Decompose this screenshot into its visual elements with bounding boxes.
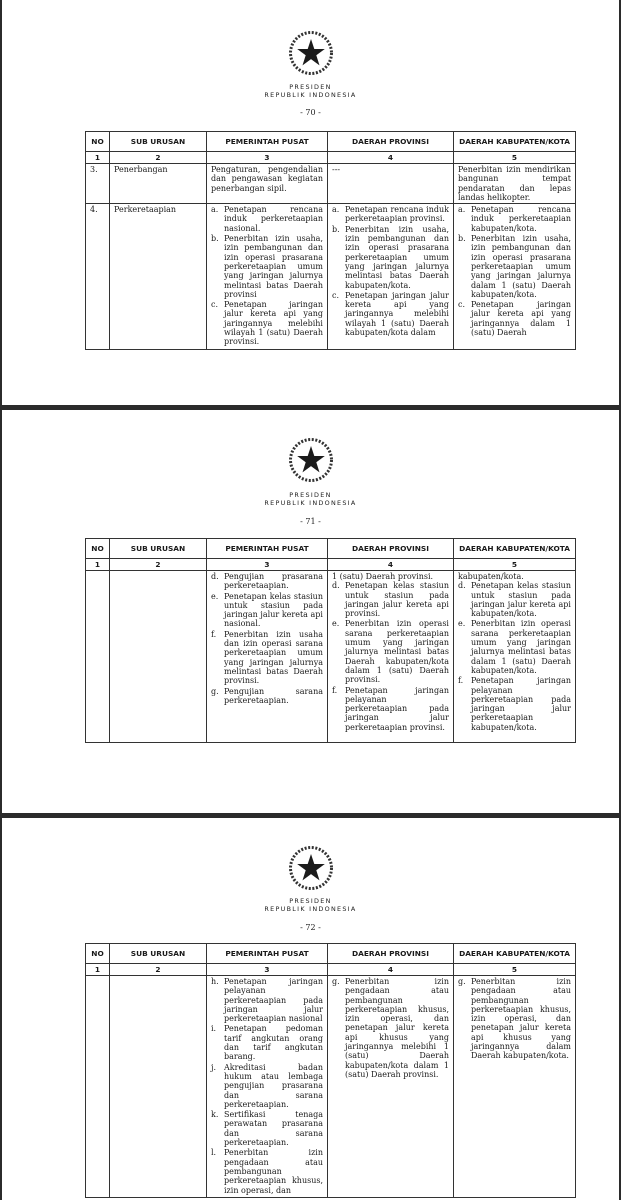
daerah-kabupaten-kota-cell — [454, 204, 576, 349]
regulation-table — [85, 943, 576, 1198]
item-text: Penetapan jaringan pelayanan perkeretaapian pada jaringan jalur perkeretaapian nasional — [224, 977, 323, 1024]
item-letter: d. — [211, 572, 219, 581]
row-number — [86, 976, 110, 1198]
caption-line-1: PRESIDEN — [289, 897, 332, 905]
column-number: 1 — [86, 559, 110, 571]
item-letter: f. — [458, 676, 464, 686]
item-letter: g. — [211, 686, 219, 696]
item-text: Penetapan jaringan pelayanan perkeretaapian pada jaringan jalur perkeretaapian provinsi. — [345, 685, 449, 732]
item-letter: c. — [211, 300, 219, 310]
caption-line-2: REPUBLIK INDONESIA — [264, 904, 357, 913]
daerah-provinsi-cell — [328, 976, 454, 1198]
daerah-kabupaten-kota-cell — [454, 164, 576, 204]
document-page-70 — [2, 0, 619, 405]
item-letter: e. — [211, 591, 219, 601]
column-number: 3 — [207, 964, 328, 976]
item-letter: c. — [332, 290, 340, 300]
item-text: Penetapan jaringan jalur kereta api yang jaringannya dalam 1 (satu) Daerah — [471, 300, 571, 338]
item-text: Penetapan jaringan jalur kereta api yang jaringannya melebihi wilayah 1 (satu) Daerah provinsi. — [224, 300, 323, 347]
item-letter: a. — [458, 205, 466, 215]
sub-urusan-cell: Penerbangan — [110, 164, 207, 204]
regulation-table — [85, 538, 576, 743]
daerah-kabupaten-kota-cell — [454, 571, 576, 743]
caption-line-2: REPUBLIK INDONESIA — [264, 498, 357, 507]
list-item — [332, 205, 449, 224]
header-pemerintah-pusat: PEMERINTAH PUSAT — [207, 132, 328, 152]
item-letter: k. — [211, 1110, 219, 1120]
list-item — [458, 300, 571, 337]
item-letter: f. — [332, 685, 338, 695]
list-item — [458, 676, 571, 732]
item-list — [458, 581, 571, 732]
item-text: Penetapan kelas stasiun untuk stasiun pada jaringan jalur kereta api kabupaten/kota. — [471, 581, 571, 619]
pemerintah-pusat-cell — [207, 204, 328, 349]
row-number: 3. — [86, 164, 110, 204]
header-sub-urusan: SUB URUSAN — [110, 539, 207, 559]
document-page-72 — [2, 818, 619, 1200]
item-text: Penetapan pedoman tarif angkutan orang dan tarif angkutan barang. — [224, 1024, 323, 1062]
column-number: 5 — [454, 152, 576, 164]
list-item — [458, 205, 571, 233]
list-item — [332, 686, 449, 732]
list-item — [211, 1024, 323, 1061]
item-text: Penetapan jaringan pelayanan perkeretaapian pada jaringan jalur perkeretaapian kabupaten/kota. — [471, 676, 571, 732]
item-text: Sertifikasi tenaga perawatan prasarana dan sarana perkeretaapian. — [224, 1110, 323, 1148]
item-letter: e. — [332, 619, 340, 629]
sub-urusan-cell — [110, 571, 207, 743]
table-row — [86, 204, 576, 349]
list-item — [211, 687, 323, 706]
item-letter: h. — [211, 977, 219, 986]
list-item — [458, 619, 571, 675]
item-text: Penetapan rencana induk perkeretaapian kabupaten/kota. — [471, 205, 571, 233]
table-row — [86, 976, 576, 1198]
list-item — [211, 300, 323, 346]
item-letter: b. — [332, 224, 340, 234]
item-text: Pengujian prasarana perkeretaapian. — [224, 572, 323, 591]
list-item — [211, 572, 323, 591]
document-page-71 — [2, 410, 619, 813]
item-text: Penerbitan izin operasi sarana perkeretaapian umum yang jaringan jalurnya melintasi batas dalam 1 (satu) Daerah kabupaten/kota. — [471, 619, 571, 675]
caption-line-1: PRESIDEN — [289, 83, 332, 91]
item-letter: c. — [458, 300, 466, 310]
row-number: 4. — [86, 204, 110, 349]
header-daerah-provinsi: DAERAH PROVINSI — [328, 944, 454, 964]
list-item — [458, 977, 571, 1061]
item-letter: d. — [458, 581, 466, 591]
page-number: - 71 - — [300, 517, 321, 526]
list-item — [332, 225, 449, 290]
cell-text: Penerbitan izin mendirikan bangunan tempat pendaratan dan lepas landas helikopter. — [458, 165, 571, 202]
table-row — [86, 571, 576, 743]
garuda-star-emblem-icon — [286, 28, 336, 78]
item-text: Penetapan kelas stasiun untuk stasiun pada jaringan jalur kereta api provinsi. — [345, 581, 449, 619]
header-no: NO — [86, 944, 110, 964]
item-letter: d. — [332, 581, 340, 591]
column-number: 1 — [86, 964, 110, 976]
column-number: 3 — [207, 559, 328, 571]
header-daerah-kabupaten-kota: DAERAH KABUPATEN/KOTA — [454, 944, 576, 964]
header-no: NO — [86, 539, 110, 559]
daerah-provinsi-cell — [328, 164, 454, 204]
continued-text: 1 (satu) Daerah provinsi. — [332, 572, 434, 581]
list-item — [458, 581, 571, 618]
emblem-caption — [2, 492, 619, 507]
header-daerah-kabupaten-kota: DAERAH KABUPATEN/KOTA — [454, 539, 576, 559]
list-item — [211, 1110, 323, 1147]
pemerintah-pusat-cell — [207, 164, 328, 204]
column-number: 5 — [454, 964, 576, 976]
column-number: 2 — [110, 152, 207, 164]
header-sub-urusan: SUB URUSAN — [110, 944, 207, 964]
daerah-kabupaten-kota-cell — [454, 976, 576, 1198]
header-daerah-provinsi: DAERAH PROVINSI — [328, 539, 454, 559]
cell-text: Pengaturan, pengendalian dan pengawasan kegiatan penerbangan sipil. — [211, 165, 323, 193]
pemerintah-pusat-cell — [207, 571, 328, 743]
item-text: Penerbitan izin pengadaan atau pembangunan perkeretaapian khusus, izin operasi, dan — [224, 1148, 323, 1195]
row-number — [86, 571, 110, 743]
item-list — [332, 581, 449, 732]
pemerintah-pusat-cell — [207, 976, 328, 1198]
item-letter: a. — [332, 205, 340, 215]
list-item — [211, 1148, 323, 1194]
column-number: 3 — [207, 152, 328, 164]
regulation-table — [85, 131, 576, 350]
list-item — [211, 630, 323, 686]
list-item — [458, 234, 571, 299]
list-item — [332, 619, 449, 684]
garuda-star-emblem-icon — [286, 843, 336, 893]
list-item — [211, 1063, 323, 1109]
daerah-provinsi-cell — [328, 571, 454, 743]
header-pemerintah-pusat: PEMERINTAH PUSAT — [207, 944, 328, 964]
list-item — [211, 977, 323, 1023]
continued-text: kabupaten/kota. — [458, 572, 524, 581]
list-item — [332, 291, 449, 337]
item-text: Pengujian sarana perkeretaapian. — [224, 686, 323, 705]
item-letter: j. — [211, 1062, 217, 1072]
item-letter: g. — [332, 977, 340, 986]
item-text: Penerbitan izin usaha dan izin operasi sarana perkeretaapian umum yang jaringan jalurnya melintasi batas Daerah provinsi. — [224, 629, 323, 686]
item-text: Penetapan rencana induk perkeretaapian provinsi. — [345, 205, 449, 224]
sub-urusan-cell: Perkeretaapian — [110, 204, 207, 349]
item-letter: e. — [458, 619, 466, 629]
list-item — [332, 977, 449, 1079]
item-letter: b. — [211, 234, 219, 244]
item-text: Penetapan rencana induk perkeretaapian nasional. — [224, 205, 323, 233]
daerah-provinsi-cell — [328, 204, 454, 349]
column-number: 2 — [110, 964, 207, 976]
item-text: Penerbitan izin usaha, izin pembangunan dan izin operasi prasarana perkeretaapian umum yang jaringan jalurnya melintasi batas Daerah kabupaten/kota. — [345, 224, 449, 290]
item-letter: f. — [211, 629, 217, 639]
column-number: 5 — [454, 559, 576, 571]
list-item — [211, 205, 323, 233]
caption-line-1: PRESIDEN — [289, 491, 332, 499]
item-letter: g. — [458, 977, 466, 986]
sub-urusan-cell — [110, 976, 207, 1198]
column-number: 4 — [328, 559, 454, 571]
column-number: 4 — [328, 152, 454, 164]
header-daerah-kabupaten-kota: DAERAH KABUPATEN/KOTA — [454, 132, 576, 152]
item-text: Penetapan jaringan jalur kereta api yang jaringannya melebihi wilayah 1 (satu) Daerah kabupaten/kota dalam — [345, 290, 449, 338]
item-text: Penerbitan izin operasi sarana perkeretaapian umum yang jaringan jalurnya melintasi batas Daerah kabupaten/kota dalam 1 (satu) Daerah provinsi. — [345, 619, 449, 685]
item-text: Penerbitan izin usaha, izin pembangunan dan izin operasi prasarana perkeretaapian umum yang jaringan jalurnya melintasi batas Daerah provinsi — [224, 234, 323, 299]
item-text: Penerbitan izin usaha, izin pembangunan dan izin operasi prasarana perkeretaapian umum yang jaringan jalurnya dalam 1 (satu) Daerah kabupaten/kota. — [471, 234, 571, 299]
cell-text: --- — [332, 165, 341, 174]
header-no: NO — [86, 132, 110, 152]
list-item — [211, 592, 323, 629]
item-text: Akreditasi badan hukum atau lembaga pengujian prasarana dan sarana perkeretaapian. — [224, 1062, 323, 1109]
table-row — [86, 164, 576, 204]
item-text: Penerbitan izin pengadaan atau pembangunan perkeretaapian khusus, izin operasi, dan penetapan jalur kereta api khusus yang jaringannya dalam Daerah kabupaten/kota. — [471, 977, 571, 1061]
list-item — [211, 234, 323, 299]
item-letter: l. — [211, 1148, 217, 1158]
garuda-star-emblem-icon — [286, 435, 336, 485]
header-sub-urusan: SUB URUSAN — [110, 132, 207, 152]
column-number: 2 — [110, 559, 207, 571]
item-letter: a. — [211, 205, 219, 215]
column-number: 4 — [328, 964, 454, 976]
item-text: Penetapan kelas stasiun untuk stasiun pada jaringan jalur kereta api nasional. — [224, 591, 323, 629]
emblem-caption — [2, 898, 619, 913]
item-letter: b. — [458, 234, 466, 244]
item-letter: i. — [211, 1024, 217, 1034]
emblem-caption — [2, 84, 619, 99]
page-number: - 72 - — [300, 923, 321, 932]
header-pemerintah-pusat: PEMERINTAH PUSAT — [207, 539, 328, 559]
list-item — [332, 581, 449, 618]
header-daerah-provinsi: DAERAH PROVINSI — [328, 132, 454, 152]
item-text: Penerbitan izin pengadaan atau pembangunan perkeretaapian khusus, izin operasi, dan penetapan jalur kereta api khusus yang jaringannya melebihi 1 (satu) Daerah kabupaten/kota dalam 1 (satu) Daerah provinsi. — [345, 977, 449, 1079]
page-number: - 70 - — [300, 108, 321, 117]
caption-line-2: REPUBLIK INDONESIA — [264, 90, 357, 99]
column-number: 1 — [86, 152, 110, 164]
